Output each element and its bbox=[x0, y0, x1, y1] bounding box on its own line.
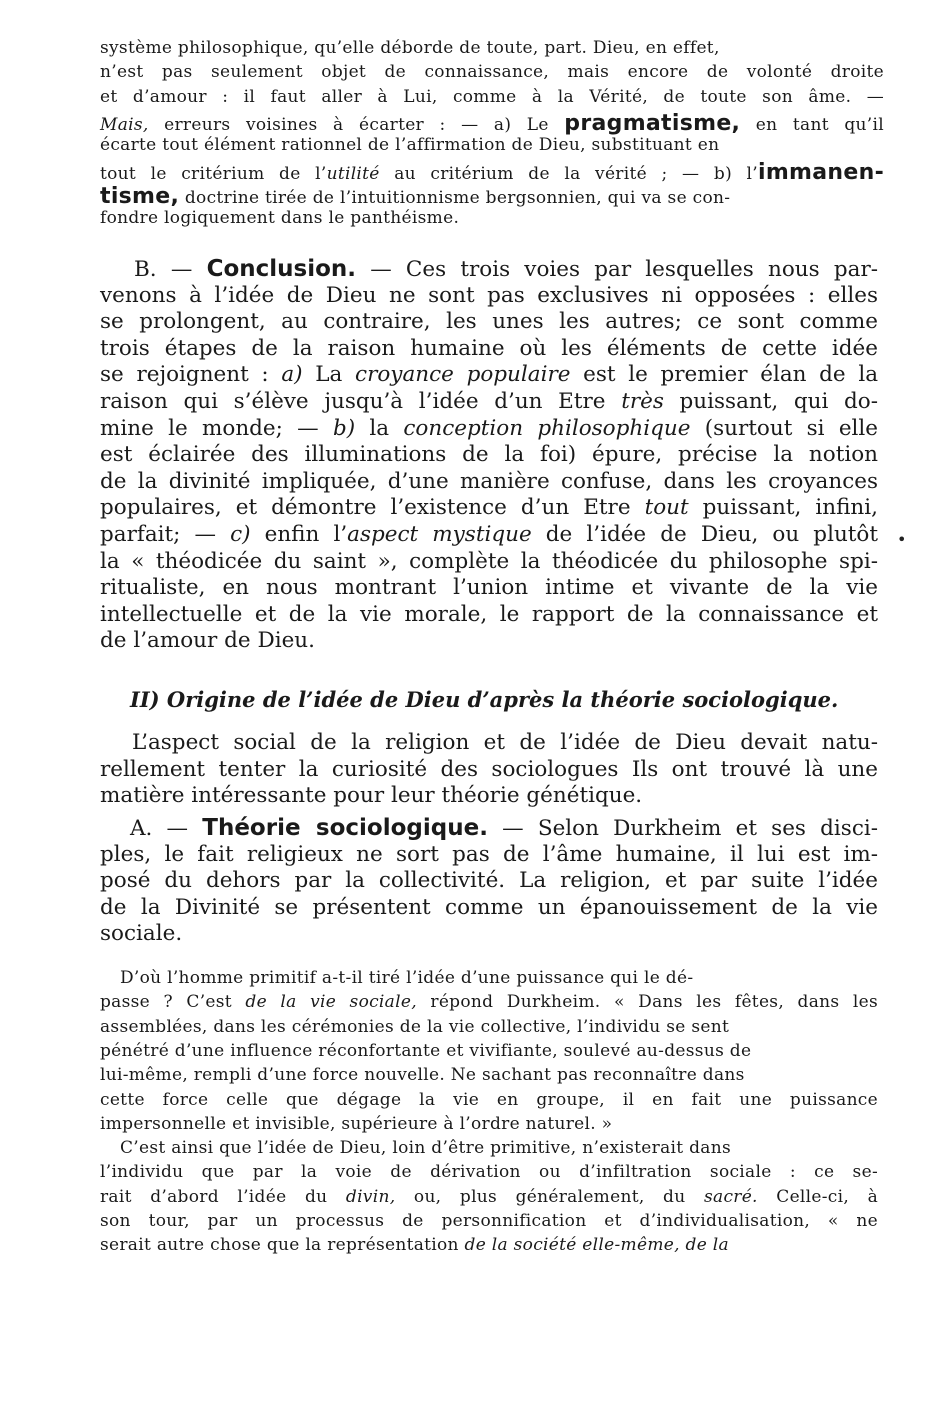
text-span: de l’idée de Dieu, ou plutôt bbox=[531, 522, 879, 547]
text-line bbox=[100, 1017, 729, 1037]
text-line bbox=[100, 309, 878, 334]
text-line bbox=[100, 442, 878, 467]
italic-text: tout bbox=[644, 495, 689, 521]
text-span: la « théodicée du saint », complète la théodicée du philosophe spi- bbox=[100, 548, 878, 574]
text-line bbox=[100, 416, 878, 441]
text-span: serait autre chose que la représentation bbox=[100, 1235, 465, 1256]
bold-term: Théorie sociologique. bbox=[202, 815, 488, 841]
text-span: pénétré d’une influence réconfortante et vivifiante, soulevé au-dessus de bbox=[100, 1040, 752, 1061]
text-line bbox=[100, 1162, 878, 1182]
text-line bbox=[100, 389, 878, 414]
text-span: rellement tenter la curiosité des sociologues Ils ont trouvé là une bbox=[100, 756, 878, 782]
text-span: — Ces trois voies par lesquelles nous par- bbox=[356, 257, 878, 282]
text-line bbox=[100, 362, 878, 387]
text-line bbox=[100, 184, 730, 209]
text-span: raison qui s’élève jusqu’à l’idée d’un Etre bbox=[100, 389, 622, 414]
text-span: l’individu que par la voie de dérivation ou d’infiltration sociale : ce se- bbox=[100, 1162, 878, 1183]
text-span: A. — bbox=[130, 816, 203, 841]
text-span: la bbox=[355, 415, 404, 441]
italic-text: de la société elle-même, de la bbox=[464, 1235, 729, 1256]
italic-text: divin, bbox=[345, 1186, 396, 1207]
italic-text: aspect mystique bbox=[347, 522, 532, 547]
bold-term: Conclusion. bbox=[206, 256, 356, 282]
text-line bbox=[100, 111, 884, 136]
text-line bbox=[100, 522, 878, 547]
text-span: impersonnelle et invisible, supérieure à l’ordre naturel. » bbox=[100, 1113, 613, 1134]
text-span: ou, plus généralement, du bbox=[395, 1186, 704, 1207]
text-line bbox=[132, 730, 878, 755]
text-span: son tour, par un processus de personnification et d’individualisation, « ne bbox=[100, 1210, 878, 1231]
text-span: en tant qu’il bbox=[740, 114, 884, 135]
text-line bbox=[100, 1211, 878, 1231]
text-span: II) bbox=[130, 687, 167, 712]
text-span: Celle-ci, à bbox=[757, 1186, 879, 1207]
text-span: (surtout si elle bbox=[690, 415, 879, 441]
italic-text: Mais, bbox=[100, 114, 149, 135]
text-line bbox=[100, 628, 315, 653]
text-line bbox=[130, 687, 838, 712]
text-span: au critérium de la vérité ; — b) l’ bbox=[379, 163, 758, 184]
text-line bbox=[100, 783, 642, 808]
italic-text: a) bbox=[281, 362, 303, 388]
text-line bbox=[100, 921, 182, 946]
bold-term: tisme, bbox=[100, 183, 180, 209]
text-span: fondre logiquement dans le panthéisme. bbox=[100, 208, 460, 229]
italic-text: de la vie sociale, bbox=[245, 992, 417, 1013]
text-span: doctrine tirée de l’intuitionnisme bergsonnien, qui va se con- bbox=[179, 187, 731, 208]
text-span: système philosophique, qu’elle déborde de toute, part. Dieu, en effet, bbox=[100, 38, 720, 58]
text-line bbox=[100, 757, 878, 782]
text-span: C’est ainsi que l’idée de Dieu, loin d’être primitive, n’existerait dans bbox=[120, 1138, 731, 1158]
text-line bbox=[120, 1138, 731, 1158]
text-span: est le premier élan de la bbox=[570, 362, 879, 388]
text-span: sociale. bbox=[100, 921, 183, 947]
italic-text: très bbox=[621, 389, 664, 414]
text-line bbox=[100, 1065, 745, 1085]
bold-term: immanen- bbox=[757, 159, 884, 185]
text-span: et d’amour : il faut aller à Lui, comme à la Vérité, de toute son âme. — bbox=[100, 86, 884, 107]
text-span: de la Divinité se présentent comme un épanouissement de la vie bbox=[100, 894, 878, 920]
text-span: ples, le fait religieux ne sort pas de l’âme humaine, il lui est im- bbox=[100, 841, 878, 867]
text-span: La bbox=[302, 362, 356, 388]
text-line bbox=[120, 968, 693, 988]
text-span: intellectuelle et de la vie morale, le rapport de la connaissance et bbox=[100, 601, 878, 627]
heading-text: Origine de l’idée de Dieu d’après la théorie sociologique. bbox=[166, 687, 839, 712]
text-line bbox=[100, 1090, 878, 1110]
text-line bbox=[130, 815, 878, 841]
text-span: D’où l’homme primitif a-t-il tiré l’idée d’une puissance qui le dé- bbox=[120, 968, 694, 988]
text-line bbox=[100, 549, 878, 574]
text-line bbox=[100, 1114, 612, 1134]
text-span: lui-même, rempli d’une force nouvelle. Ne sachant pas reconnaître dans bbox=[100, 1065, 745, 1086]
text-line bbox=[100, 495, 878, 520]
text-line bbox=[100, 1041, 751, 1061]
text-span: rait d’abord l’idée du bbox=[100, 1186, 346, 1207]
text-span: posé du dehors par la collectivité. La religion, et par suite l’idée bbox=[100, 868, 878, 894]
italic-text: conception philosophique bbox=[403, 415, 691, 441]
text-line bbox=[100, 87, 884, 107]
bold-term: pragmatisme, bbox=[564, 110, 741, 136]
text-line bbox=[100, 135, 719, 155]
text-span: de l’amour de Dieu. bbox=[100, 628, 315, 654]
text-line bbox=[100, 336, 878, 361]
text-span: — Selon Durkheim et ses disci- bbox=[487, 816, 878, 841]
text-span: de la divinité impliquée, d’une manière confuse, dans les croyances bbox=[100, 468, 878, 494]
italic-text: b) bbox=[332, 415, 356, 441]
text-span: n’est pas seulement objet de connaissance, mais encore de volonté droite bbox=[100, 62, 884, 83]
text-span: erreurs voisines à écarter : — a) Le bbox=[148, 114, 565, 135]
text-span: écarte tout élément rationnel de l’affirmation de Dieu, substituant en bbox=[100, 135, 720, 156]
text-line bbox=[100, 842, 878, 867]
text-span: se prolongent, au contraire, les unes les autres; ce sont comme bbox=[100, 309, 878, 335]
italic-text: c) bbox=[230, 522, 251, 547]
text-span: répond Durkheim. « Dans les fêtes, dans les bbox=[416, 992, 878, 1013]
text-line bbox=[100, 160, 884, 185]
text-line bbox=[100, 469, 878, 494]
text-line bbox=[100, 1187, 878, 1207]
text-line bbox=[100, 602, 878, 627]
italic-text: utilité bbox=[326, 163, 380, 184]
text-span: cette force celle que dégage la vie en groupe, il en fait une puissance bbox=[100, 1089, 878, 1110]
text-line bbox=[100, 38, 720, 58]
text-span: puissant, qui do- bbox=[663, 389, 878, 414]
text-span: puissant, infini, bbox=[688, 495, 878, 521]
text-span: tout le critérium de l’ bbox=[100, 163, 327, 184]
text-line bbox=[100, 895, 878, 920]
text-span: passe ? C’est bbox=[100, 992, 246, 1013]
text-line bbox=[100, 1235, 729, 1255]
text-span: trois étapes de la raison humaine où les éléments de cette idée bbox=[100, 335, 878, 361]
text-span: populaires, et démontre l’existence d’un Etre bbox=[100, 495, 645, 521]
text-span: assemblées, dans les cérémonies de la vie collective, l’individu se sent bbox=[100, 1016, 730, 1037]
italic-text: sacré. bbox=[703, 1186, 758, 1207]
text-span: parfait; — bbox=[100, 522, 231, 547]
text-span: L’aspect social de la religion et de l’idée de Dieu devait natu- bbox=[132, 730, 878, 755]
text-span: ritualiste, en nous montrant l’union intime et vivante de la vie bbox=[100, 575, 878, 601]
text-span: matière intéressante pour leur théorie génétique. bbox=[100, 783, 643, 809]
text-span: mine le monde; — bbox=[100, 415, 333, 441]
text-line bbox=[100, 283, 878, 308]
italic-text: croyance populaire bbox=[355, 362, 571, 388]
text-span: se rejoignent : bbox=[100, 362, 282, 388]
margin-dot-mark: • bbox=[897, 530, 907, 549]
text-span: B. — bbox=[134, 257, 207, 282]
text-line bbox=[100, 208, 459, 228]
text-line bbox=[134, 256, 878, 282]
text-line bbox=[100, 62, 884, 82]
text-span: venons à l’idée de Dieu ne sont pas exclusives ni opposées : elles bbox=[100, 282, 878, 308]
text-line bbox=[100, 868, 878, 893]
text-line bbox=[100, 992, 878, 1012]
text-span: enfin l’ bbox=[250, 522, 348, 547]
text-line bbox=[100, 575, 878, 600]
text-span: est éclairée des illuminations de la foi) épure, précise la notion bbox=[100, 442, 878, 468]
